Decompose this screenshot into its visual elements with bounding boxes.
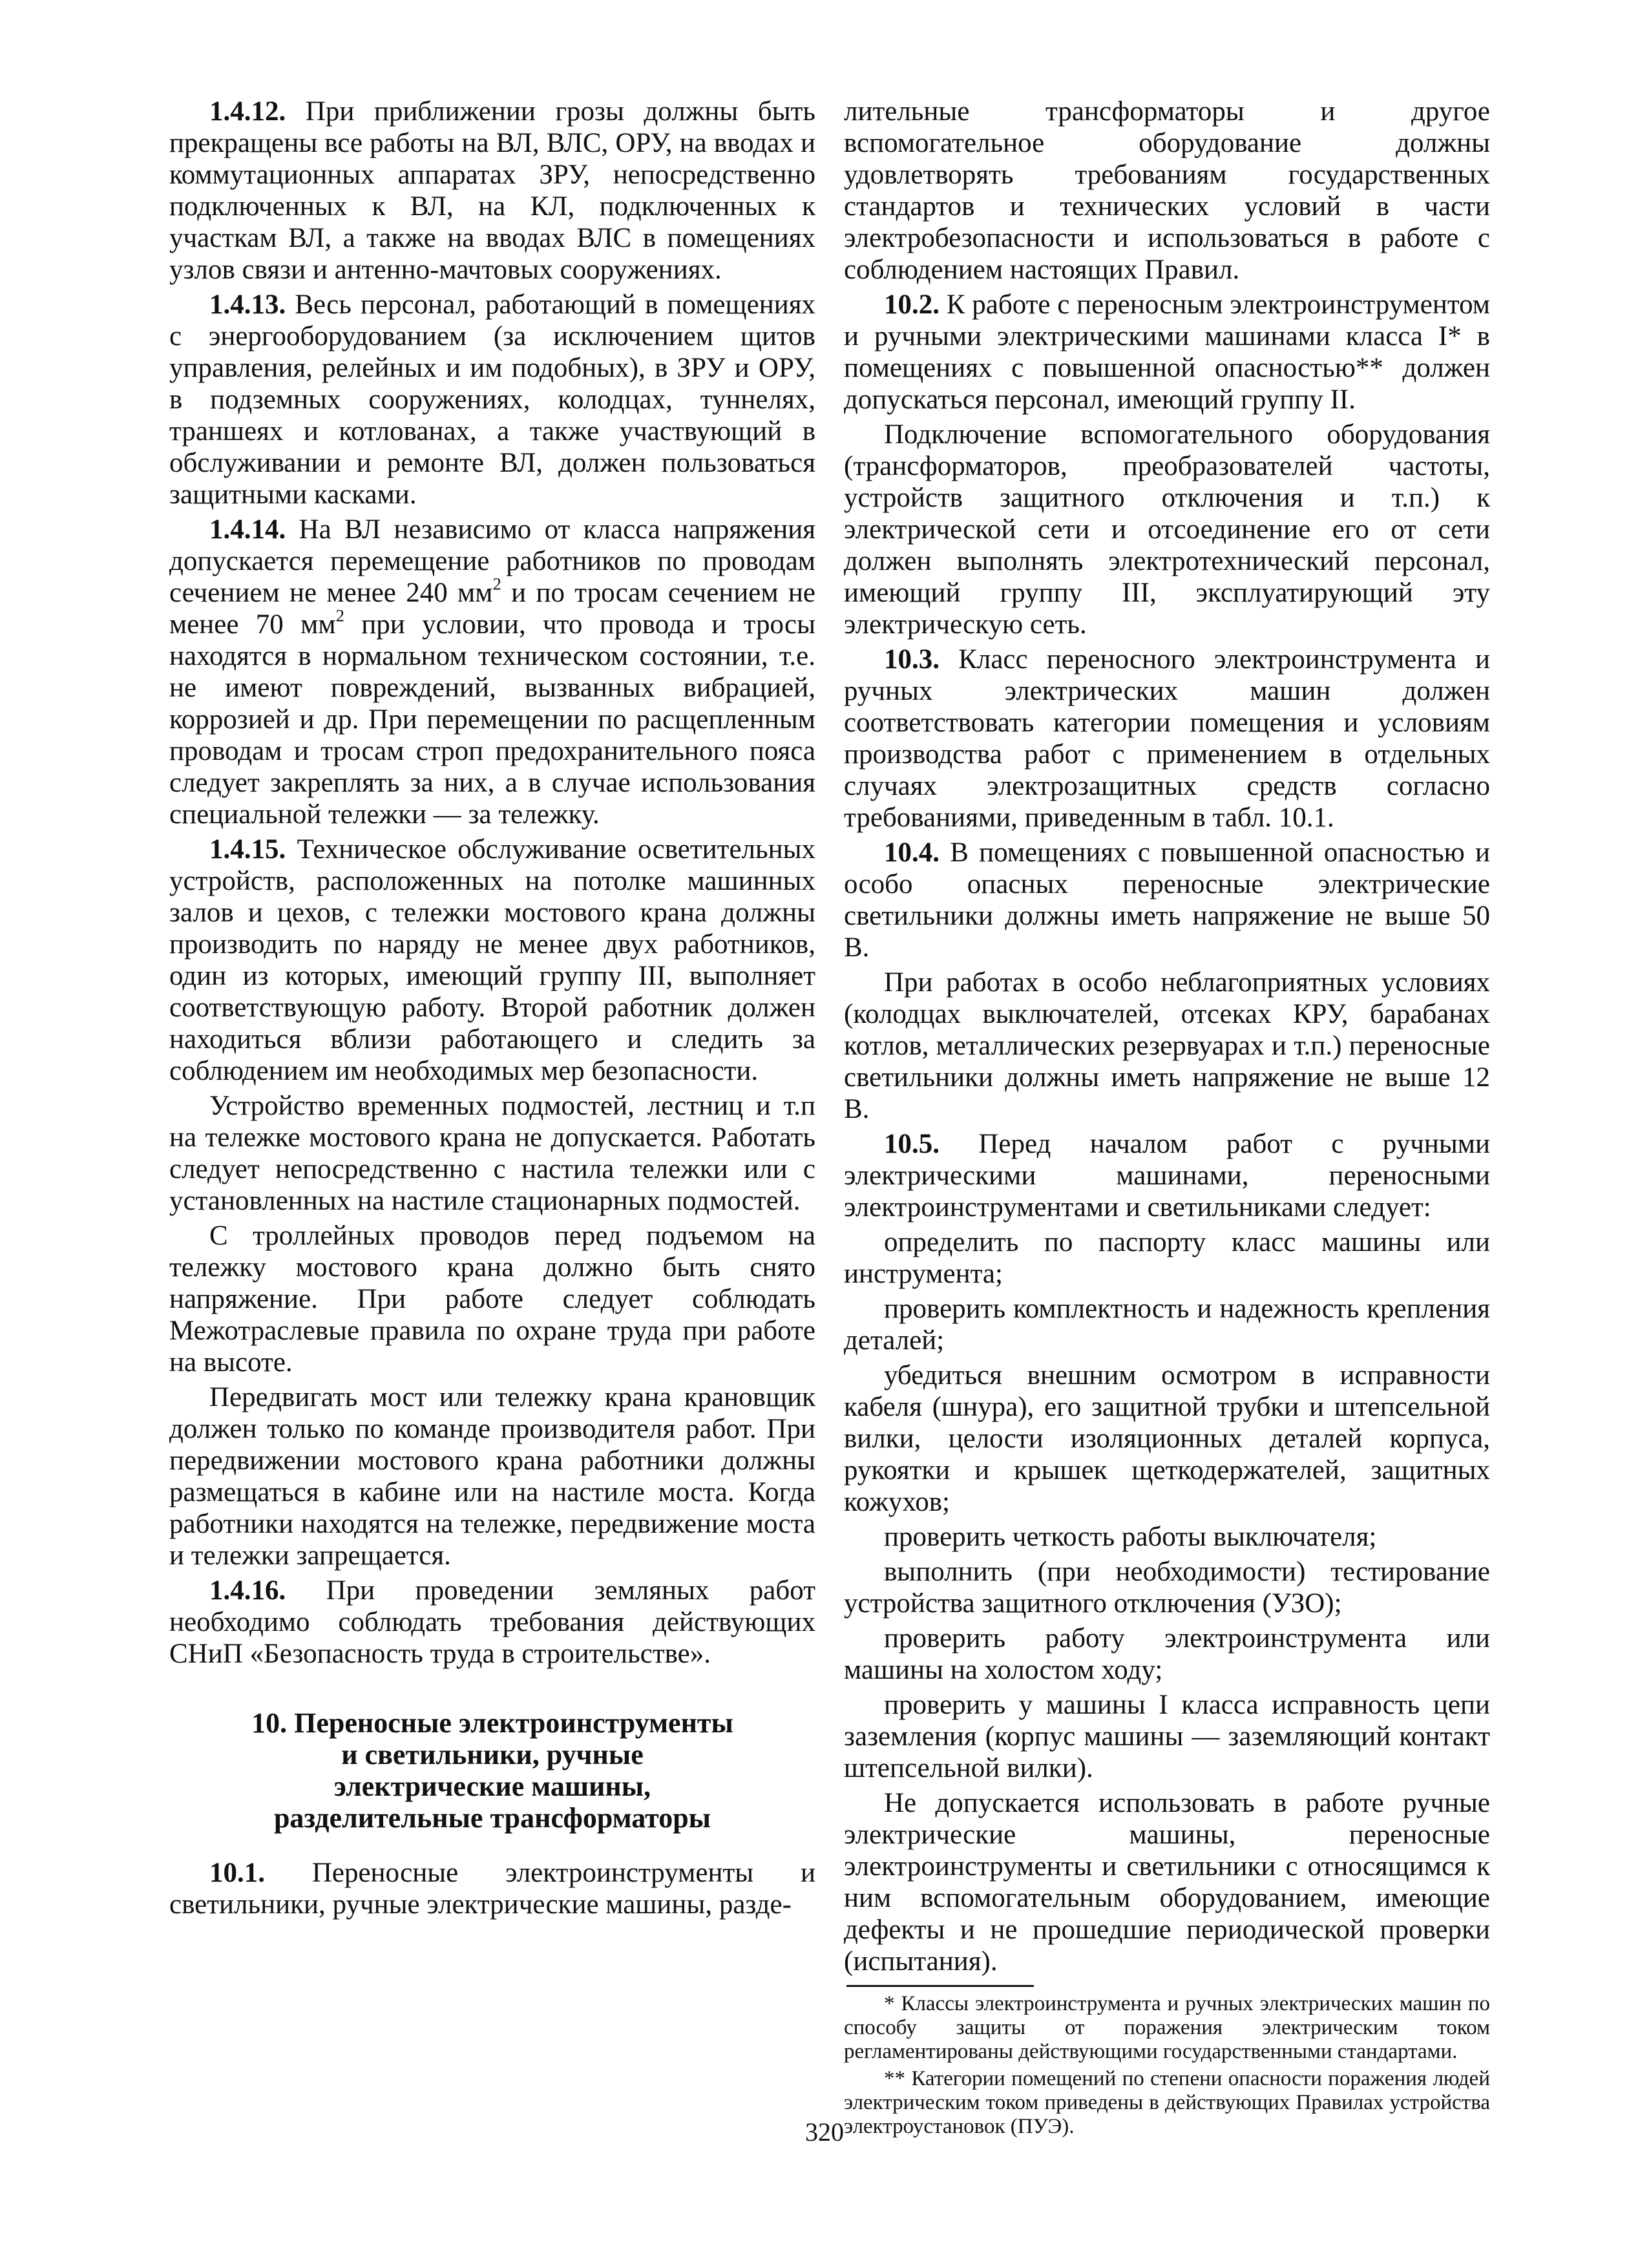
checklist-item: проверить у машины I класса исправность цепи заземления (корпус машины — заземляющий контакт штепсельной вилки).: [844, 1690, 1490, 1783]
paragraph-text: при условии, что провода и тросы находятся в нормальном техническом состоянии, т.е. не имеют повреждений, вызванных вибрацией, коррозией и др. При перемещении по расщепленным проводам и тросам строп предохранительного пояса следует закреплять за них, а в случае использования специальной тележки — за тележку.: [169, 609, 815, 830]
paragraph-10-3: [844, 644, 1490, 834]
paragraph-10-1-continuation: лительные трансформаторы и другое вспомогательное оборудование должны удовлетворять требованиям государственных стандартов и технических условий в части электробезопасности и использоваться в работе с соблюдением настоящих Правил.: [844, 96, 1490, 285]
section-heading: [169, 1707, 815, 1834]
paragraph-10-2: [844, 289, 1490, 415]
checklist-item: проверить работу электроинструмента или машины на холостом ходу;: [844, 1623, 1490, 1685]
paragraph-10-5: [844, 1128, 1490, 1223]
superscript: 2: [335, 605, 344, 625]
heading-line: и светильники, ручные: [341, 1739, 644, 1770]
paragraph-number: 10.5.: [884, 1129, 940, 1159]
paragraph-text: Техническое обслуживание осветительных устройств, расположенных на потолке машинных залов и цехов, с тележки мостового крана должны производить по наряду не менее двух работников, один из которых, имеющий группу III, выполняет соответствующую работу. Второй работник должен находиться вблизи работающего и следить за соблюдением им необходимых мер безопасности.: [169, 834, 815, 1086]
footnote-1: * Классы электроинструмента и ручных электрических машин по способу защиты от поражения электрическим током регламентированы действующими государственными стандартами.: [844, 1992, 1490, 2063]
heading-line: 10. Переносные электроинструменты: [251, 1707, 733, 1739]
paragraph-number: 10.4.: [884, 837, 940, 868]
paragraph-1-4-14: [169, 514, 815, 830]
checklist-item: выполнить (при необходимости) тестирование устройства защитного отключения (УЗО);: [844, 1557, 1490, 1619]
right-column: [844, 96, 1490, 2142]
paragraph-aux-equipment: Подключение вспомогательного оборудования (трансформаторов, преобразователей частоты, устройств защитного отключения и т.п.) к электрической сети и отсоединение его от сети должен выполнять электротехнический персонал, имеющий группу III, эксплуатирующий эту электрическую сеть.: [844, 419, 1490, 640]
paragraph-text: В помещениях с повышенной опасностью и особо опасных переносные электрические светильники должны иметь напряжение не выше 50 В.: [844, 837, 1490, 963]
paragraph-10-1: [169, 1857, 815, 1920]
paragraph-number: 1.4.15.: [209, 834, 286, 865]
footnote-2: ** Категории помещений по степени опасности поражения людей электрическим током приведены в действующих Правилах устройства электроустановок (ПУЭ).: [844, 2067, 1490, 2138]
superscript: 2: [492, 574, 501, 594]
paragraph-number: 1.4.14.: [209, 514, 286, 545]
paragraph-number: 10.1.: [209, 1858, 265, 1888]
paragraph-unfavorable-conditions: При работах в особо неблагоприятных условиях (колодцах выключателей, отсеках КРУ, барабанах котлов, металлических резервуарах и т.п.) переносные светильники должны иметь напряжение не выше 12 В.: [844, 967, 1490, 1124]
footnote-divider: [846, 1985, 1034, 1987]
paragraph-1-4-16: [169, 1575, 815, 1670]
paragraph-text: При проведении земляных работ необходимо соблюдать требования действующих СНиП «Безопасность труда в строительстве».: [169, 1575, 815, 1669]
checklist-item: проверить четкость работы выключателя;: [884, 1522, 1377, 1552]
paragraph-text: Перед началом работ с ручными электрическими машинами, переносными электроинструментами и светильниками следует:: [844, 1129, 1490, 1223]
paragraph-10-4: [844, 837, 1490, 963]
checklist-item: проверить комплектность и надежность крепления деталей;: [844, 1294, 1490, 1356]
checklist-item: убедиться внешним осмотром в исправности кабеля (шнура), его защитной трубки и штепсельной вилки, целости изоляционных деталей корпуса, рукоятки и крышек щеткодержателей, защитных кожухов;: [844, 1360, 1490, 1517]
paragraph-number: 10.2.: [884, 289, 940, 320]
paragraph-number: 1.4.16.: [209, 1575, 286, 1606]
heading-line: электрические машины,: [333, 1770, 651, 1802]
paragraph-text: и по тросам сечением не менее 70 мм: [169, 578, 815, 640]
paragraph-crane-movement: Передвигать мост или тележку крана крановщик должен только по команде производителя работ. При передвижении мостового крана работники должны размещаться в кабине или на настиле моста. Когда работники находятся на тележке, передвижение моста и тележки запрещается.: [169, 1382, 815, 1571]
checklist-item: определить по паспорту класс машины или инструмента;: [844, 1227, 1490, 1289]
paragraph-text: На ВЛ независимо от класса напряжения допускается перемещение работников по проводам сечением не менее 240 мм: [169, 514, 815, 608]
paragraph-number: 1.4.12.: [209, 96, 286, 127]
paragraph-text: При приближении грозы должны быть прекращены все работы на ВЛ, ВЛС, ОРУ, на вводах и коммутационных аппаратах ЗРУ, непосредственно подключенных к ВЛ, на КЛ, подключенных к участкам ВЛ, а также на вводах ВЛС в помещениях узлов связи и антенно-мачтовых сооружениях.: [169, 96, 815, 285]
heading-line: разделительные трансформаторы: [273, 1802, 711, 1834]
paragraph-prohibition: Не допускается использовать в работе ручные электрические машины, переносные электроинструменты и светильники с относящимся к ним вспомогательным оборудованием, имеющие дефекты и не прошедшие периодической проверки (испытания).: [844, 1788, 1490, 1977]
paragraph-number: 1.4.13.: [209, 289, 286, 320]
paragraph-text: К работе с переносным электроинструментом и ручными электрическими машинами класса I* в помещениях с повышенной опасностью** должен допускаться персонал, имеющий группу II.: [844, 289, 1490, 415]
paragraph-1-4-15: [169, 834, 815, 1087]
paragraph-text: Переносные электроинструменты и светильники, ручные электрические машины, разде-: [169, 1858, 815, 1920]
paragraph-scaffolding: Устройство временных подмостей, лестниц и т.п на тележке мостового крана не допускается. Работать следует непосредственно с настила тележки или с установленных на настиле стационарных подмостей.: [169, 1091, 815, 1216]
paragraph-1-4-12: [169, 96, 815, 286]
page-number: 320: [805, 2117, 844, 2147]
paragraph-1-4-13: [169, 289, 815, 510]
paragraph-number: 10.3.: [884, 644, 940, 675]
paragraph-text: Весь персонал, работающий в помещениях с энергооборудованием (за исключением щитов управления, релейных и им подобных), в ЗРУ и ОРУ, в подземных сооружениях, колодцах, туннелях, траншеях и котлованах, а также участвующий в обслуживании и ремонте ВЛ, должен пользоваться защитными касками.: [169, 289, 815, 510]
paragraph-trolley-wires: С троллейных проводов перед подъемом на тележку мостового крана должно быть снято напряжение. При работе следует соблюдать Межотраслевые правила по охране труда при работе на высоте.: [169, 1221, 815, 1378]
paragraph-text: Класс переносного электроинструмента и ручных электрических машин должен соответствовать категории помещения и условиям производства работ с применением в отдельных случаях электрозащитных средств согласно требованиями, приведенным в табл. 10.1.: [844, 644, 1490, 833]
left-column: [169, 96, 815, 1924]
